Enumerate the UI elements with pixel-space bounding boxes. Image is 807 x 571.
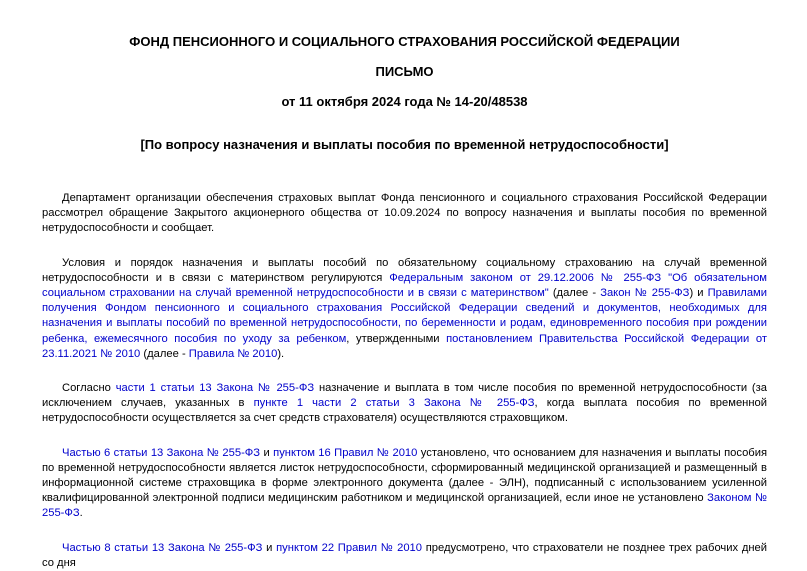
- link-law-255[interactable]: Законом № 255-ФЗ: [42, 492, 767, 520]
- link-rules-2010[interactable]: Правила № 2010: [188, 347, 278, 360]
- text-segment: (далее -: [140, 347, 189, 360]
- text-segment: Условия и порядок назначения и выплаты пособий по обязательному социальному страхованию на случай временной нетрудоспособности и в связи с материнством регулируются: [42, 256, 767, 284]
- link-part1-art13[interactable]: части 1 статьи 13 Закона № 255-ФЗ: [115, 382, 315, 395]
- text-segment: , утвержденными: [346, 332, 447, 345]
- document-title: [По вопросу назначения и выплаты пособия по временной нетрудоспособности]: [140, 137, 669, 152]
- document-date-number: от 11 октября 2024 года № 14-20/48538: [281, 94, 528, 109]
- paragraph-5: [42, 541, 767, 571]
- paragraph-3: [42, 381, 767, 427]
- link-item16-rules[interactable]: пунктом 16 Правил № 2010: [273, 446, 418, 459]
- link-rules[interactable]: Правилами получения Фондом пенсионного и социального страхования Российской Федерации сведений и документов, необходимых для назначения и выплаты пособий по временной нетрудоспособности, по беременности и родам, единовременного пособия при рождении ребенка, ежемесячного пособия по уходу за ребенком: [42, 287, 767, 345]
- link-part6-art13[interactable]: Частью 6 статьи 13 Закона № 255-ФЗ: [62, 446, 261, 459]
- text-segment: .: [79, 507, 83, 520]
- document-type: ПИСЬМО: [375, 64, 434, 79]
- link-government-decree-2010[interactable]: постановлением Правительства Российской Федерации от 23.11.2021 № 2010: [42, 332, 767, 360]
- link-item22-rules[interactable]: пунктом 22 Правил № 2010: [276, 541, 423, 554]
- text-segment: предусмотрено, что страхователи не позднее трех рабочих дней со дня: [42, 541, 768, 569]
- document-body: [42, 191, 767, 571]
- organization-name: ФОНД ПЕНСИОННОГО И СОЦИАЛЬНОГО СТРАХОВАНИЯ РОССИЙСКОЙ ФЕДЕРАЦИИ: [129, 34, 680, 49]
- text-segment: и: [262, 541, 277, 554]
- text-segment: , когда выплата пособия по временной нетрудоспособности осуществляется за счет средств страхователя) осуществляются страховщиком.: [42, 397, 767, 425]
- link-federal-law-255[interactable]: Федеральным законом от 29.12.2006 № 255-ФЗ "Об обязательном социальном страховании на случай временной нетрудоспособности и в связи с материнством": [42, 271, 768, 300]
- text-segment: (далее -: [548, 287, 601, 300]
- paragraph-2: [42, 256, 767, 362]
- document-header: [42, 34, 767, 153]
- text-segment: назначение и выплата в том числе пособия по временной нетрудоспособности (за исключением случаев, указанных в: [42, 382, 767, 410]
- text-segment: и: [260, 446, 274, 459]
- paragraph-4: [42, 446, 767, 522]
- paragraph-1: [42, 191, 767, 237]
- text-segment: установлено, что основанием для назначения и выплаты пособия по временной нетрудоспособности является листок нетрудоспособности, сформированный медицинской организацией и размещенный в информационной системе страховщика в форме электронного документа (далее - ЭЛН), подписанный с использованием усиленной квалифицированной электронной подписи медицинским работником и медицинской организацией, если иное не установлено: [42, 446, 768, 505]
- text-segment: Согласно: [62, 382, 116, 395]
- link-part8-art13[interactable]: Частью 8 статьи 13 Закона № 255-ФЗ: [62, 541, 263, 554]
- text-segment: ) и: [689, 287, 708, 300]
- text-segment: ).: [277, 347, 285, 360]
- link-law-255-short[interactable]: Закон № 255-ФЗ: [600, 287, 690, 300]
- text-segment: Департамент организации обеспечения страховых выплат Фонда пенсионного и социального страхования Российской Федерации рассмотрел обращение Закрытого акционерного общества от 10.09.2024 по вопросу назначения и выплаты пособия по временной нетрудоспособности и сообщает.: [42, 192, 767, 235]
- link-item1-part2-art3[interactable]: пункте 1 части 2 статьи 3 Закона № 255-ФЗ: [253, 397, 535, 410]
